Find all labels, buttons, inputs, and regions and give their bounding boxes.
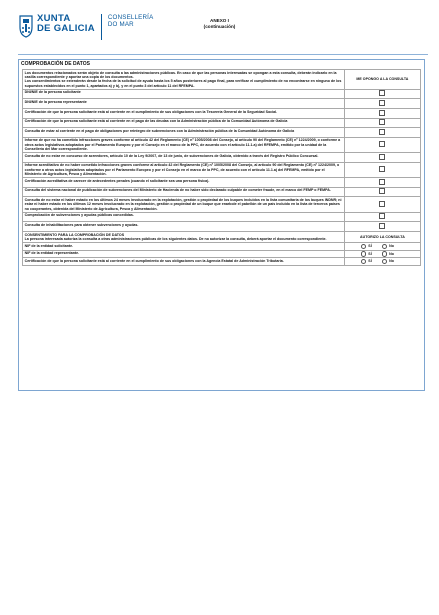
verification-table bbox=[22, 69, 421, 266]
yes-label: SÍ bbox=[368, 251, 372, 256]
no-label: No bbox=[389, 244, 394, 249]
data-verification-section bbox=[18, 59, 425, 391]
oppose-checkbox[interactable] bbox=[379, 201, 385, 207]
table-row bbox=[23, 89, 421, 99]
consent-item-label: NIF de la entidad representante. bbox=[23, 250, 345, 258]
table-row bbox=[23, 222, 421, 232]
intro-cell bbox=[23, 70, 345, 90]
item-label: Consulta de no estar ni haber estado en los últimos 24 meses involucrado en la explotación, gestión o propiedad de los buques incluidos en la lista comunitaria de los buques INDNR; ni estar ni haber estado en los últimos 12 meses involucrado en la explotación, gestión o propiedad de un buque que enarbole el pabellón de un país incluido en la lista de terceros países no cooperantes, obtenida del Ministerio de Agricultura, Pesca y Alimentación. bbox=[23, 197, 345, 212]
intro-text-1: Los documentos relacionados serán objeto de consulta a las administraciones públicas. En caso de que las personas interesadas se opongan a esta consulta, deberán indicarlo en la casilla correspondiente y aportar una copia de los documentos. bbox=[24, 70, 337, 79]
table-row bbox=[23, 197, 421, 212]
intro-row bbox=[23, 70, 421, 90]
table-row bbox=[23, 178, 421, 188]
annex-subtitle: (continuación) bbox=[203, 24, 236, 29]
item-label: DNI/NIE de la persona representante bbox=[23, 99, 345, 109]
annex-heading bbox=[0, 18, 439, 30]
no-label: No bbox=[389, 259, 394, 264]
consent-item-label: NIF de la entidad solicitante. bbox=[23, 242, 345, 250]
table-row bbox=[23, 99, 421, 109]
consent-row bbox=[23, 250, 421, 258]
annex-title: ANEXO I bbox=[210, 18, 229, 23]
section-title: COMPROBACIÓN DE DATOS bbox=[21, 61, 90, 67]
table-row bbox=[23, 109, 421, 119]
conselleria-line-2: DO MAR bbox=[107, 21, 134, 28]
logo-line-1: XUNTA bbox=[37, 13, 71, 24]
oppose-checkbox[interactable] bbox=[379, 119, 385, 125]
logo-line-2: DE GALICIA bbox=[37, 23, 95, 34]
header-rule bbox=[18, 54, 428, 55]
item-label: Certificación de que la persona solicitante está al corriente en el cumplimiento de sus obligaciones con la Tesorería General de la Seguridad Social. bbox=[23, 109, 345, 119]
yes-label: SÍ bbox=[368, 259, 372, 264]
item-label: DNI/NIE de la persona solicitante bbox=[23, 89, 345, 99]
item-label: Consulta de no estar en concurso de acreedores, artículo 10 de la Ley 9/2007, de 13 de junio, de subvenciones de Galicia, obtenido a través del Registro Público Concursal. bbox=[23, 153, 345, 163]
intro-text-2: Los consentimientos se extenderán desde la fecha de la solicitud de ayuda hasta los 5 años posteriores al pago final, para verificar el cumplimiento de no encontrarse en ninguno de los supuestos establecidos en el punto 1, apartados a) y b), y en el punto 3 del artículo 11 del RFEMPA. bbox=[24, 79, 342, 88]
item-label: Informe de que no ha cometido infracciones graves conforme al artículo 42 del Reglamento (CE) nº 1005/2008 del Consejo, al artículo 90 del Reglamento (CE) nº 1224/2009, o conforme a otros actos legislativos adoptados por el Parlamento Europeo y por el Consejo en el marco de la PPC, de acuerdo con el artículo 11.1.a) del RFEMPA, emitido por la unidad de la Consellería del Mar correspondiente. bbox=[23, 137, 345, 152]
oppose-checkbox[interactable] bbox=[379, 213, 385, 219]
table-row bbox=[23, 162, 421, 177]
authorize-header: AUTORIZO LA CONSULTA bbox=[344, 231, 420, 242]
table-row bbox=[23, 187, 421, 197]
oppose-header: ME OPONGO A LA CONSULTA bbox=[344, 70, 420, 90]
consent-item-label: Certificación de que la persona solicitante está al corriente en el cumplimiento de sus obligaciones con la Agencia Estatal de Administración Tributaria. bbox=[23, 258, 345, 266]
oppose-checkbox[interactable] bbox=[379, 141, 385, 147]
item-label: Consulta de estar al corriente en el pago de obligaciones por reintegro de subvenciones con la Administración pública de la Comunidad Autónoma de Galicia bbox=[23, 128, 345, 138]
oppose-checkbox[interactable] bbox=[379, 166, 385, 172]
consent-title: CONSENTIMIENTO PARA LA COMPROBACIÓN DE DATOS bbox=[24, 232, 125, 237]
oppose-checkbox[interactable] bbox=[379, 223, 385, 229]
yes-label: SÍ bbox=[368, 244, 372, 249]
oppose-checkbox[interactable] bbox=[379, 188, 385, 194]
table-row bbox=[23, 137, 421, 152]
item-label: Certificación de que la persona solicitante está al corriente en el pago de las deudas con la Administración pública de la Comunidad Autónoma de Galicia bbox=[23, 118, 345, 128]
no-radio[interactable] bbox=[382, 244, 387, 249]
oppose-checkbox[interactable] bbox=[379, 90, 385, 96]
item-label: Certificación acreditativa de carecer de antecedentes penales (cuando el solicitante sea una persona física). bbox=[23, 178, 345, 188]
oppose-checkbox[interactable] bbox=[379, 100, 385, 106]
consent-intro-cell bbox=[23, 231, 345, 242]
consent-row bbox=[23, 242, 421, 250]
table-row bbox=[23, 153, 421, 163]
oppose-checkbox[interactable] bbox=[379, 110, 385, 116]
oppose-checkbox[interactable] bbox=[379, 179, 385, 185]
yes-radio[interactable] bbox=[361, 244, 366, 249]
oppose-checkbox[interactable] bbox=[379, 154, 385, 160]
consent-intro: La persona interesada autoriza la consulta a otras administraciones públicas de los siguientes datos. De no autorizar la consulta, deberá aportar el documento correspondiente. bbox=[24, 236, 327, 241]
yes-radio[interactable] bbox=[361, 251, 366, 256]
no-label: No bbox=[389, 251, 394, 256]
item-label: Informe acreditativo de no haber cometido infracciones graves conforme al artículo 42 del Reglamento (CE) nº 1005/2008 del Consejo, al artículo 90 del Reglamento (CE) nº 1224/2009, o conforme a otros actos legislativos adoptados por el Parlamento Europeo y por el Consejo en el marco de la PPC, de acuerdo con el artículo 11.1.a) del RFEMPA, emitido por el Ministerio de Agricultura, Pesca y Alimentación. bbox=[23, 162, 345, 177]
yes-radio[interactable] bbox=[361, 259, 366, 264]
item-label: Comprobación de subvenciones y ayudas públicas concedidas. bbox=[23, 212, 345, 222]
table-row bbox=[23, 128, 421, 138]
consent-header-row bbox=[23, 231, 421, 242]
no-radio[interactable] bbox=[382, 251, 387, 256]
table-row bbox=[23, 212, 421, 222]
item-label: Consulta de inhabilitaciones para obtener subvenciones y ayudas. bbox=[23, 222, 345, 232]
oppose-checkbox[interactable] bbox=[379, 129, 385, 135]
item-label: Consulta del sistema nacional de publicación de subvenciones del Ministerio de Hacienda de no haber sido declarado culpable de cometer fraude, en el marco del FEMP o FEMPA. bbox=[23, 187, 345, 197]
conselleria-line-1: CONSELLERÍA bbox=[107, 14, 154, 21]
consent-row bbox=[23, 258, 421, 266]
no-radio[interactable] bbox=[382, 259, 387, 264]
table-row bbox=[23, 118, 421, 128]
